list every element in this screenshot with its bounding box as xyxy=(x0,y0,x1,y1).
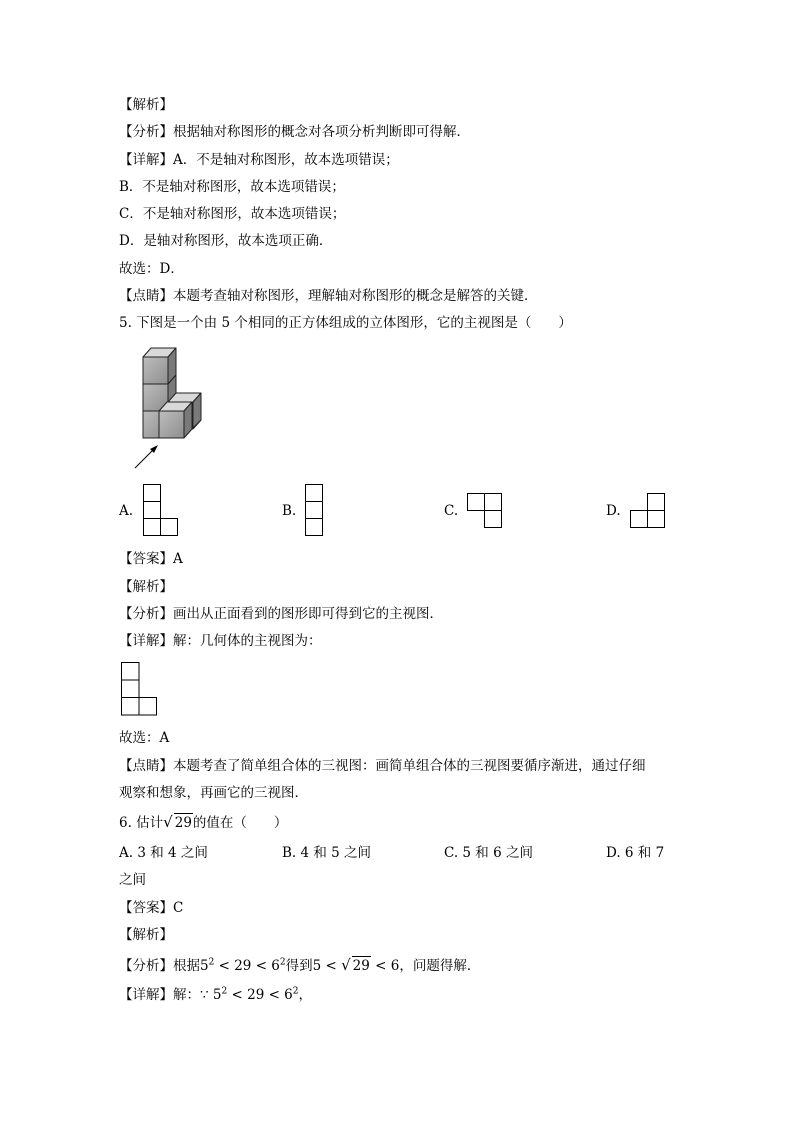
detail-line: 【详解】A．不是轴对称图形，故本选项错误； xyxy=(119,152,399,168)
option-b-figure xyxy=(305,484,324,537)
option-c-label: C. xyxy=(444,503,459,519)
comment-line: 观察和想象，再画它的三视图． xyxy=(119,785,308,801)
inequality-3: ∵ $5^2 < 29 < 6^2$ xyxy=(200,986,299,1003)
detail-line: D．是轴对称图形，故本选项正确． xyxy=(119,233,333,249)
answer-line: 【答案】C xyxy=(119,900,184,916)
option-d-figure xyxy=(630,493,666,529)
cube-stack-figure xyxy=(130,345,210,470)
option-d-label: D. xyxy=(606,503,621,519)
question-6-prefix: 6. 估计 xyxy=(119,815,164,831)
analysis-mid: 得到 xyxy=(285,958,313,974)
q6-option-c: C. 5 和 6 之间 xyxy=(444,845,533,861)
detail-line: C．不是轴对称图形，故本选项错误； xyxy=(119,206,346,222)
choice-line: 故选：D． xyxy=(119,261,184,277)
detail-line: 【详解】解：几何体的主视图为： xyxy=(119,633,322,649)
comment-line: 【点睛】本题考查轴对称图形，理解轴对称图形的概念是解答的关键． xyxy=(119,288,538,304)
option-a-figure xyxy=(143,484,179,537)
question-5: 5. 下图是一个由 5 个相同的正方体组成的立体图形，它的主视图是（ ） xyxy=(119,315,572,331)
analysis-line xyxy=(119,956,480,975)
analysis-line: 【分析】根据轴对称图形的概念对各项分析判断即可得解． xyxy=(119,124,470,140)
radicand: 29 xyxy=(174,815,192,831)
detail-line: B．不是轴对称图形，故本选项错误； xyxy=(119,179,345,195)
question-6-suffix: 的值在（ ） xyxy=(192,815,288,831)
q6-option-d-wrap: 之间 xyxy=(119,872,146,888)
front-view-figure xyxy=(121,662,158,716)
choice-line: 故选：A xyxy=(119,730,170,746)
q6-option-b: B. 4 和 5 之间 xyxy=(282,845,372,861)
section-label: 【解析】 xyxy=(119,927,173,943)
option-b-label: B. xyxy=(282,503,297,519)
detail-line xyxy=(119,986,312,1004)
question-6 xyxy=(119,813,287,832)
analysis-line: 【分析】画出从正面看到的图形即可得到它的主视图． xyxy=(119,606,443,622)
analysis-prefix: 【分析】根据 xyxy=(119,958,200,974)
inequality-1: $5^2 < 29 < 6^2$ xyxy=(200,957,286,974)
section-label: 【解析】 xyxy=(119,579,173,595)
analysis-suffix: ，问题得解． xyxy=(399,958,481,974)
q6-option-d: D. 6 和 7 xyxy=(606,845,665,861)
detail-suffix: ， xyxy=(298,987,313,1003)
comment-line: 【点睛】本题考查了简单组合体的三视图：画简单组合体的三视图要循序渐进，通过仔细 xyxy=(119,758,646,774)
q6-option-a: A. 3 和 4 之间 xyxy=(119,845,208,861)
detail-prefix: 【详解】解： xyxy=(119,987,200,1003)
section-label: 【解析】 xyxy=(119,97,173,113)
answer-line: 【答案】A xyxy=(119,551,183,567)
radical-sign: √ xyxy=(163,813,173,831)
option-a-label: A. xyxy=(119,503,134,519)
option-c-figure xyxy=(467,493,503,529)
inequality-2: 5 < √ 29 < 6 xyxy=(312,956,400,974)
